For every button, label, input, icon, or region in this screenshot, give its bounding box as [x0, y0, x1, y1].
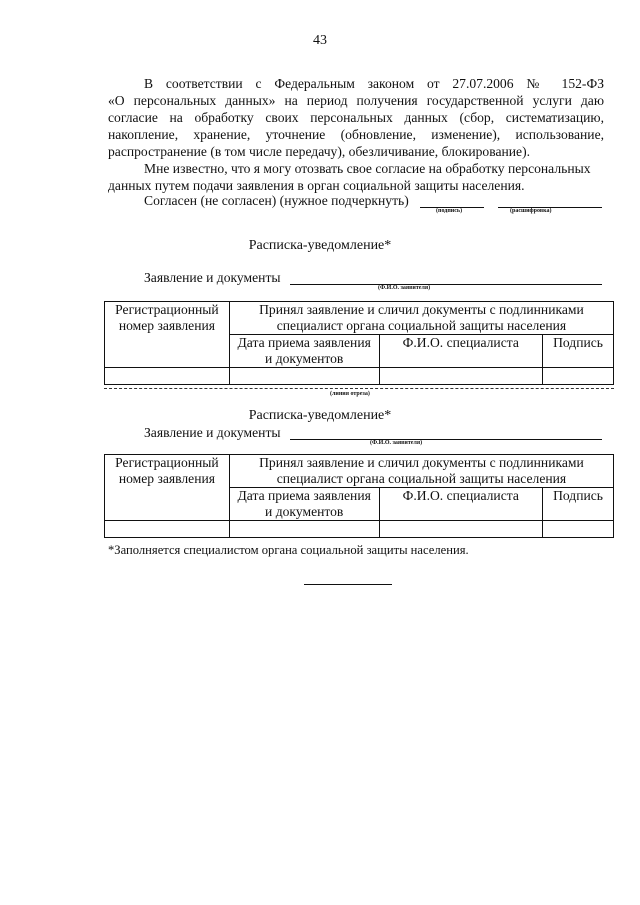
accepted-header	[229, 455, 613, 488]
footnote: *Заполняется специалистом органа социальной защиты населения.	[108, 543, 469, 557]
header-text: Принял заявление и сличил документы с подлинниками	[259, 302, 584, 317]
empty-cell	[229, 521, 379, 538]
fio-header: Ф.И.О. специалиста	[379, 335, 543, 368]
date-header	[229, 335, 379, 368]
reg-number-header	[105, 302, 230, 368]
docs-label: Заявление и документы	[144, 270, 281, 285]
receipt-table	[104, 301, 614, 385]
cut-line-caption: (линия отреза)	[330, 391, 370, 397]
cut-line	[104, 388, 614, 389]
decoding-caption: (расшифровка)	[510, 208, 552, 214]
header-text: специалист органа социальной защиты населения	[276, 318, 567, 333]
consent-line: согласие на обработку своих персональных данных (сбор, систематизацию,	[108, 110, 604, 125]
receipt-title: Расписка-уведомление*	[248, 238, 392, 253]
sign-header: Подпись	[543, 488, 614, 521]
header-text: специалист органа социальной защиты населения	[276, 471, 567, 486]
empty-cell	[105, 368, 230, 385]
fio-header: Ф.И.О. специалиста	[379, 488, 543, 521]
signature-caption: (подпись)	[436, 208, 463, 214]
docs-label: Заявление и документы	[144, 425, 281, 440]
header-text: номер заявления	[118, 471, 216, 486]
consent-line: В соответствии с Федеральным законом от 27.07.2006 № 152-ФЗ	[144, 76, 604, 91]
page-number: 43	[313, 33, 327, 48]
empty-cell	[379, 368, 543, 385]
empty-cell	[229, 368, 379, 385]
sign-header: Подпись	[543, 335, 614, 368]
header-text: Дата приема заявления	[237, 488, 371, 503]
applicant-line	[290, 284, 602, 285]
empty-cell	[543, 521, 614, 538]
empty-cell	[543, 368, 614, 385]
header-text: Дата приема заявления	[237, 335, 371, 350]
empty-cell	[105, 521, 230, 538]
accepted-header	[229, 302, 613, 335]
header-text: Регистрационный	[115, 455, 219, 470]
applicant-caption: (Ф.И.О. заявителя)	[370, 440, 423, 446]
header-text: и документов	[265, 504, 344, 519]
header-text: Принял заявление и сличил документы с подлинниками	[259, 455, 584, 470]
notice-line: Мне известно, что я могу отозвать свое согласие на обработку персональных	[144, 161, 591, 176]
empty-cell	[379, 521, 543, 538]
end-line	[304, 584, 392, 585]
agree-label: Согласен (не согласен) (нужное подчеркнуть)	[144, 193, 409, 208]
consent-line: «О персональных данных» на период получения государственной услуги даю	[108, 93, 604, 108]
applicant-line	[290, 439, 602, 440]
consent-line: распространение (в том числе передачу), обезличивание, блокирование).	[108, 144, 530, 159]
header-text: номер заявления	[118, 318, 216, 333]
date-header	[229, 488, 379, 521]
header-text: и документов	[265, 351, 344, 366]
receipt-table	[104, 454, 614, 538]
reg-number-header	[105, 455, 230, 521]
applicant-caption: (Ф.И.О. заявителя)	[378, 285, 431, 291]
consent-paragraph	[108, 75, 604, 160]
notice-paragraph	[108, 160, 604, 194]
consent-line: накопление, хранение, уточнение (обновление, изменение), использование,	[108, 127, 604, 142]
header-text: Регистрационный	[115, 302, 219, 317]
receipt-title: Расписка-уведомление*	[248, 408, 392, 423]
notice-line: данных путем подачи заявления в орган социальной защиты населения.	[108, 178, 525, 193]
